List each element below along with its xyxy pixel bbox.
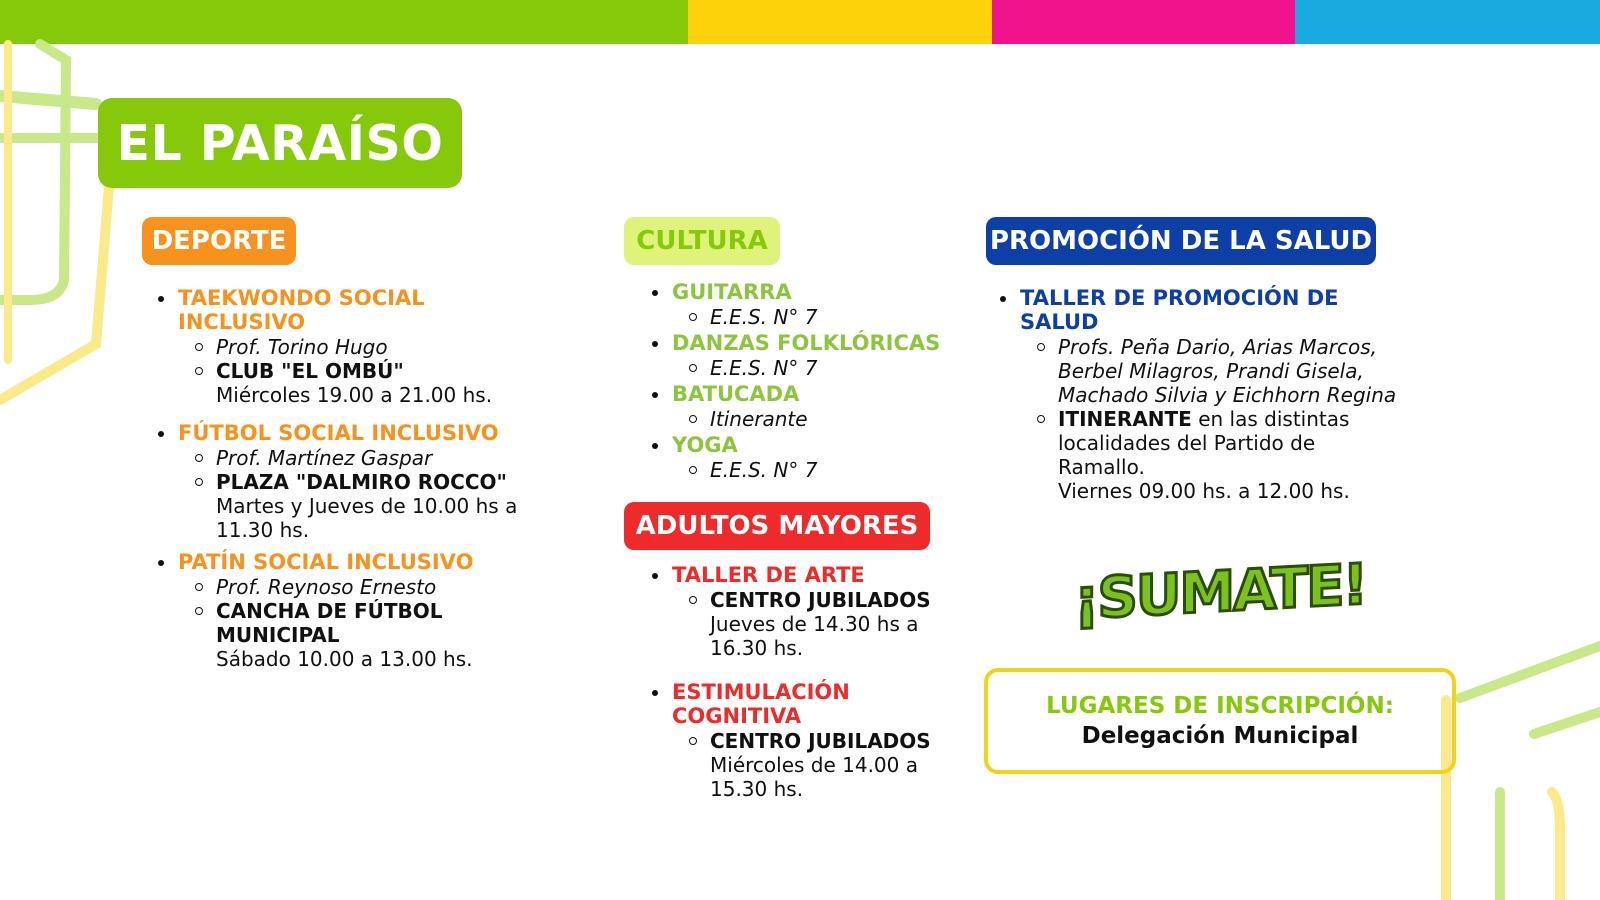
salud-list	[1000, 286, 1410, 503]
adultos-list	[652, 563, 982, 801]
activity-place-block	[178, 470, 556, 542]
activity-place: Itinerante	[672, 407, 992, 431]
salud-label: PROMOCIÓN DE LA SALUD	[989, 226, 1373, 256]
activity-schedule: Jueves de 14.30 hs a 16.30 hs.	[710, 612, 919, 660]
activity-place: E.E.S. N° 7	[672, 305, 992, 329]
activity-place: PLAZA "DALMIRO ROCCO"	[216, 470, 507, 494]
activity-name: ESTIMULACIÓN COGNITIVA	[672, 680, 850, 728]
list-item	[652, 382, 992, 431]
inscripcion-value: Delegación Municipal	[1081, 723, 1359, 749]
page-title-box	[98, 98, 462, 188]
salud-label-pill	[986, 217, 1376, 265]
activity-place-bold: ITINERANTE	[1058, 407, 1192, 431]
adultos-label-pill	[624, 502, 930, 550]
activity-place: E.E.S. N° 7	[672, 458, 992, 482]
activity-place-block	[1020, 407, 1388, 503]
activity-schedule: Martes y Jueves de 10.00 hs a 11.30 hs.	[216, 494, 518, 542]
activity-place-block	[672, 588, 955, 660]
activity-place-block	[178, 599, 506, 671]
inscripcion-box	[984, 668, 1456, 774]
activity-name: TALLER DE PROMOCIÓN DE SALUD	[1020, 286, 1339, 334]
activity-place-block	[178, 359, 558, 407]
activity-name: YOGA	[672, 433, 738, 457]
list-item	[158, 421, 558, 542]
activity-place: CANCHA DE FÚTBOL MUNICIPAL	[216, 599, 443, 647]
activity-teacher: Prof. Martínez Gaspar	[178, 446, 558, 470]
list-item	[652, 680, 982, 801]
cultura-label: CULTURA	[636, 226, 768, 256]
deporte-column	[158, 286, 558, 679]
activity-name: FÚTBOL SOCIAL INCLUSIVO	[178, 421, 499, 445]
activity-schedule: Miércoles 19.00 a 21.00 hs.	[216, 383, 493, 407]
top-bar-yellow	[688, 0, 992, 44]
activity-place: CLUB "EL OMBÚ"	[216, 359, 404, 383]
activity-teacher: Prof. Torino Hugo	[178, 335, 558, 359]
list-item	[158, 286, 558, 407]
activity-name: TAEKWONDO SOCIAL INCLUSIVO	[178, 286, 425, 334]
activity-schedule: Miércoles de 14.00 a 15.30 hs.	[710, 753, 918, 801]
activity-place-block	[672, 729, 955, 801]
deporte-label-pill	[142, 217, 296, 265]
activity-place: CENTRO JUBILADOS	[710, 729, 931, 753]
activity-teachers: Profs. Peña Dario, Arias Marcos, Berbel Milagros, Prandi Gisela, Machado Silvia y Eichhorn Regina	[1020, 335, 1410, 407]
adultos-column	[652, 563, 982, 809]
top-bar-green	[0, 0, 688, 44]
sumate-logo	[1073, 551, 1367, 633]
activity-place: CENTRO JUBILADOS	[710, 588, 931, 612]
sumate-logo-text: ¡SUMATE!	[1073, 551, 1367, 633]
activity-name: DANZAS FOLKLÓRICAS	[672, 331, 941, 355]
activity-name: PATÍN SOCIAL INCLUSIVO	[178, 550, 474, 574]
adultos-label: ADULTOS MAYORES	[635, 511, 919, 541]
activity-schedule: Viernes 09.00 hs. a 12.00 hs.	[1058, 479, 1350, 503]
salud-column	[1000, 286, 1410, 511]
list-item	[652, 331, 992, 380]
deporte-list	[158, 286, 558, 671]
cultura-column	[652, 280, 992, 484]
activity-name: GUITARRA	[672, 280, 792, 304]
cultura-label-pill	[624, 217, 780, 265]
list-item	[158, 550, 558, 671]
cultura-list	[652, 280, 992, 482]
inscripcion-title: LUGARES DE INSCRIPCIÓN:	[1046, 693, 1394, 719]
list-item	[652, 563, 982, 660]
page-title: EL PARAÍSO	[116, 114, 444, 172]
list-item	[652, 433, 992, 482]
top-bar-cyan	[1295, 0, 1600, 44]
activity-teacher: Prof. Reynoso Ernesto	[178, 575, 558, 599]
list-item	[1000, 286, 1410, 503]
activity-name: BATUCADA	[672, 382, 800, 406]
list-item	[652, 280, 992, 329]
top-color-bar	[0, 0, 1600, 44]
activity-place: E.E.S. N° 7	[672, 356, 992, 380]
activity-schedule: Sábado 10.00 a 13.00 hs.	[216, 647, 473, 671]
deporte-label: DEPORTE	[151, 226, 287, 256]
activity-name: TALLER DE ARTE	[672, 563, 865, 587]
top-bar-magenta	[992, 0, 1295, 44]
activity-place-rest: en las distintas localidades del Partido de Ramallo.	[1058, 407, 1350, 479]
